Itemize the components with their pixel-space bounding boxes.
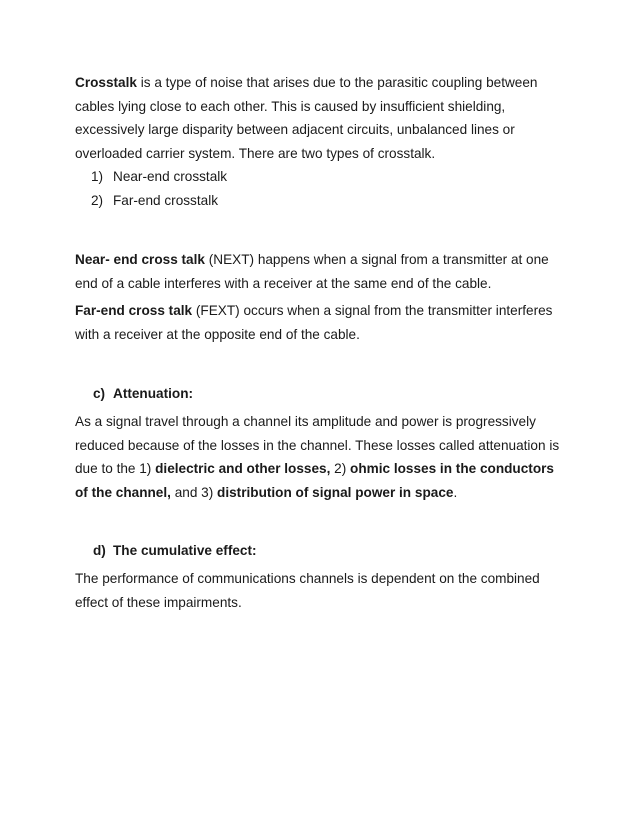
attenuation-text-3: and 3)	[170, 484, 218, 500]
attenuation-bold-3: distribution of signal power in space	[217, 484, 454, 500]
fext-text: (FEXT) occurs when a signal from the transmitter interferes with a receiver at the opposite end of the cable.	[75, 303, 553, 342]
fext-paragraph	[75, 299, 575, 346]
fext-term: Far-end cross talk	[75, 303, 193, 318]
list-item-label: Near-end crosstalk	[113, 169, 228, 184]
cumulative-text: The performance of communications channels is dependent on the combined effect of these impairments.	[75, 571, 540, 610]
attenuation-heading	[93, 382, 193, 406]
cumulative-heading	[93, 539, 257, 563]
crosstalk-text: is a type of noise that arises due to the parasitic coupling between cables lying close to each other. This is caused by insufficient shielding, excessively large disparity between adjacent circuits, unbalanced lines or overloaded carrier system. There are two types of crosstalk.	[75, 75, 538, 161]
list-item-label: Far-end crosstalk	[113, 192, 219, 208]
attenuation-bold-1: dielectric and other losses,	[155, 461, 331, 477]
next-text: (NEXT) happens when a signal from a transmitter at one end of a cable interferes with a receiver at the same end of the cable.	[75, 252, 549, 291]
next-paragraph	[75, 248, 575, 295]
crosstalk-term: Crosstalk	[75, 75, 137, 90]
cumulative-label: d)	[93, 543, 106, 558]
cumulative-title: The cumulative effect:	[113, 543, 257, 558]
attenuation-text-2: 2)	[330, 461, 351, 477]
crosstalk-paragraph	[75, 71, 575, 165]
attenuation-label: c)	[93, 386, 106, 401]
list-item	[91, 165, 227, 189]
next-term: Near- end cross talk	[75, 252, 205, 267]
list-item-number: 2)	[91, 192, 104, 208]
cumulative-paragraph	[75, 567, 575, 614]
crosstalk-types-list	[91, 165, 227, 212]
list-item	[91, 189, 227, 213]
attenuation-paragraph	[75, 410, 570, 504]
attenuation-text-1: As a signal travel through a channel its amplitude and power is progressively reduced because of the losses in the channel. These losses called attenuation is due to the 1)	[75, 414, 560, 477]
attenuation-bold-2: ohmic losses in the conductors of the channel,	[75, 461, 554, 500]
attenuation-text-4: .	[453, 484, 458, 500]
attenuation-title: Attenuation:	[113, 386, 194, 401]
list-item-number: 1)	[91, 169, 104, 184]
